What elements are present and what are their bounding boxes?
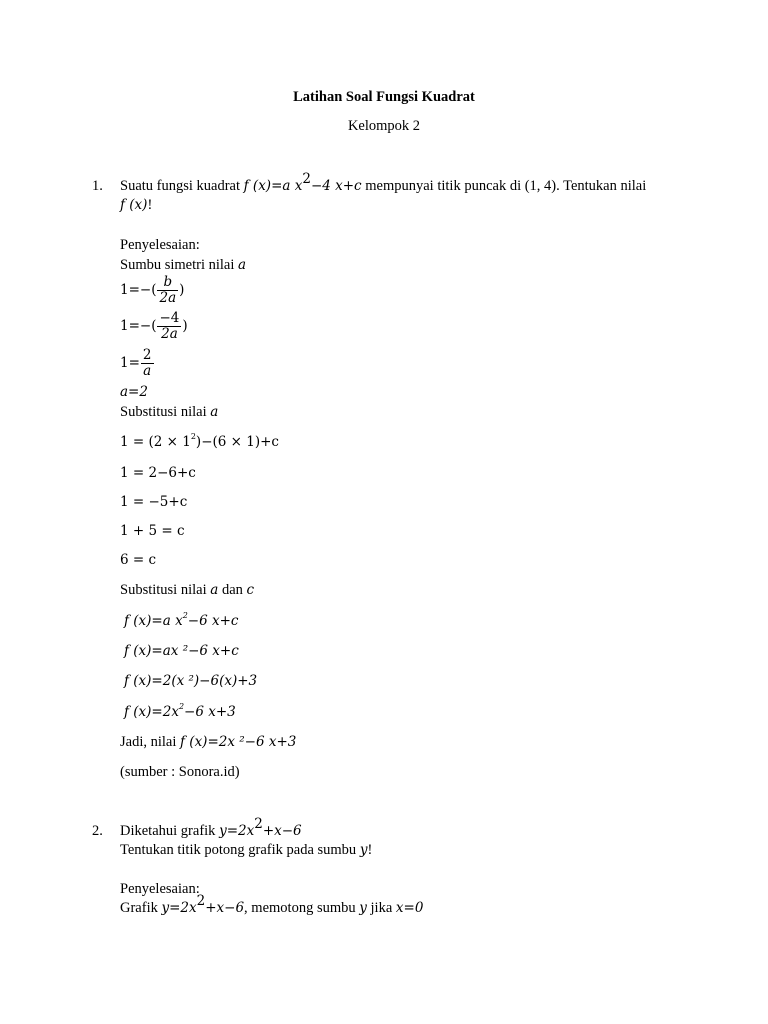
q1-source: (sumber : Sonora.id) [120, 764, 240, 780]
q1-calc-3: 1 = −5+c [120, 494, 188, 510]
question-2-line-2: Tentukan titik potong grafik pada sumbu y! [120, 842, 373, 858]
question-1-number: 1. [92, 178, 103, 194]
q1-substitusi-a: Substitusi nilai a [120, 404, 219, 420]
q1-substitusi-a-c: Substitusi nilai a dan c [120, 582, 255, 598]
q1-calc-4: 1 + 5 = c [120, 523, 185, 539]
q1-step-4: a=2 [120, 384, 148, 400]
q1-function-1: f (x)=a $x^2-6$ x+c [124, 611, 239, 629]
q1-function-4: f $(x)=2x^2-6$ x+3 [124, 702, 236, 720]
q2-grafik-line: Grafik $y=2x^2+x-6$, memotong sumbu y jika x=0 [120, 893, 424, 916]
question-1-line-1: Suatu fungsi kuadrat f (x)=a $x^2-4$ x+c mempunyai titik puncak di (1, 4). Tentukan nilai [120, 171, 647, 194]
q1-step-3: 1= $\frac{2}{a}$ [120, 347, 152, 380]
q1-calc-5: 6 = c [120, 552, 157, 568]
q1-step-2: 1=−( $\frac{-4}{2a}$ ) [120, 310, 188, 343]
q1-step-1: 1=−( $\frac{b}{2a}$ ) [120, 274, 185, 307]
q1-sumbu-simetri: Sumbu simetri nilai a [120, 257, 247, 273]
q1-calc-2: 1 = 2−6+c [120, 465, 196, 481]
document-title: Latihan Soal Fungsi Kuadrat [293, 89, 475, 105]
document-subtitle: Kelompok 2 [347, 118, 421, 134]
question-2-line-1: Diketahui grafik $y=2x^2+x-6$ [120, 816, 302, 839]
question-1-line-2: f (x)! [120, 197, 153, 213]
question-2-number: 2. [92, 823, 103, 839]
q2-solution-heading: Penyelesaian: [120, 881, 200, 897]
q1-conclusion: Jadi, nilai f (x)=2x ²−6 x+3 [120, 734, 297, 750]
q1-calc-1: $1 = (2 \times 1^2)-(6 \times 1)+c$ [120, 432, 279, 450]
q1-solution-heading: Penyelesaian: [120, 237, 200, 253]
q1-function-2: f (x)=ax ²−6 x+c [124, 643, 239, 659]
q1-function-3: f (x)=2(x ²)−6(x)+3 [124, 673, 258, 689]
